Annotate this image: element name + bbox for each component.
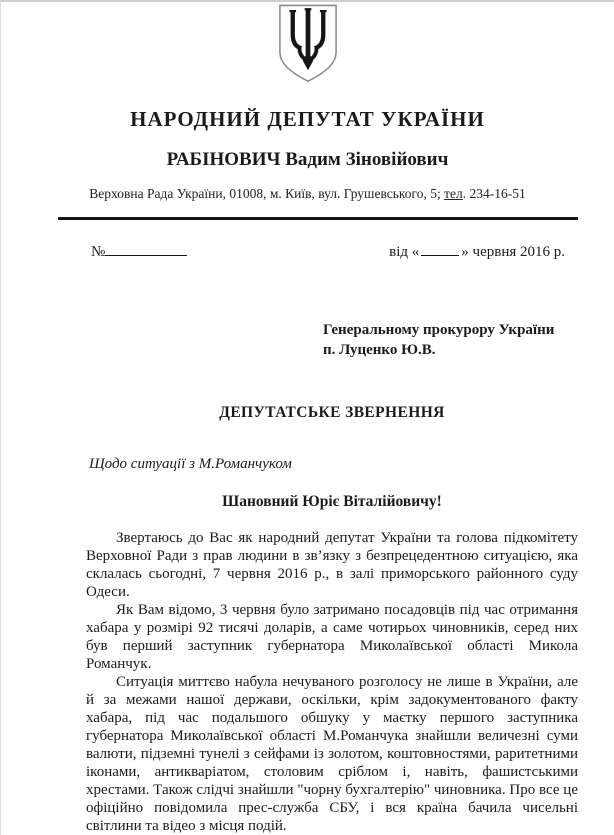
body-paragraph: Звертаюсь до Вас як народний депутат України та голова підкомітету Верховної Ради з прав людини в зв’язку з безпрецедентною ситуацією, яка склалась сьогодні, 7 червня 2016 р., в залі приморського районного суду Одеси. — [86, 530, 578, 600]
date-prefix: від « — [389, 244, 420, 260]
addressee-title: Генеральному прокурору України — [323, 322, 555, 338]
document-title: ДЕПУТАТСЬКЕ ЗВЕРНЕННЯ — [219, 404, 445, 421]
date-suffix: » червня 2016 р. — [461, 244, 565, 260]
reference-row — [91, 242, 565, 261]
date-blank-line — [421, 242, 459, 256]
deputy-header-title: НАРОДНИЙ ДЕПУТАТ УКРАЇНИ — [130, 107, 485, 131]
addressee-block — [323, 320, 614, 360]
addressee-name: п. Луценко Ю.В. — [323, 342, 436, 358]
body-paragraph: Ситуація миттєво набула нечуваного розголосу не лише в України, але й за межами нашої держави, оскільки, крім задокументованого факту хабара, під час подальшого обшуку у маєтку першого заступника губернатора Миколаївської області М.Романчука знайшли величезні суми валюти, підземні тунелі з сейфами із золотом, коштовностями, раритетними іконами, антикваріатом, столовим сріблом і, навіть, фашистськими хрестами. Також слідчі знайшли "чорну бухгалтерію" чиновника. Про все це офіційно повідомила прес-служба СБУ, і вся країна бачила чисельні світлини та відео з місця подій. — [86, 674, 578, 834]
tel-label: тел — [444, 186, 463, 201]
deputy-name: РАБІНОВИЧ Вадим Зіновійович — [166, 149, 449, 170]
salutation-line: Шановний Юріє Віталійовичу! — [222, 493, 442, 510]
header-divider-rule — [58, 217, 578, 220]
subject-line: Щодо ситуації з М.Романчуком — [89, 456, 292, 472]
address-text: Верховна Рада України, 01008, м. Київ, вул. Грушевського, 5; — [89, 186, 445, 201]
number-label: № — [91, 244, 106, 260]
number-blank-line — [105, 242, 187, 256]
body-paragraph: Як Вам відомо, 3 червня було затримано посадовців під час отримання хабара у розмірі 92 тисячі доларів, а саме чотирьох чиновників, серед них був перший заступник губернатора Миколаївської області Микола Романчук. — [86, 602, 578, 672]
document-date-field — [389, 242, 565, 261]
parliament-address-line — [1, 186, 614, 201]
document-number-field — [91, 242, 187, 261]
tel-number: . 234-16-51 — [462, 186, 526, 201]
letter-body — [86, 529, 578, 835]
tryzub-shield-icon — [276, 4, 340, 84]
